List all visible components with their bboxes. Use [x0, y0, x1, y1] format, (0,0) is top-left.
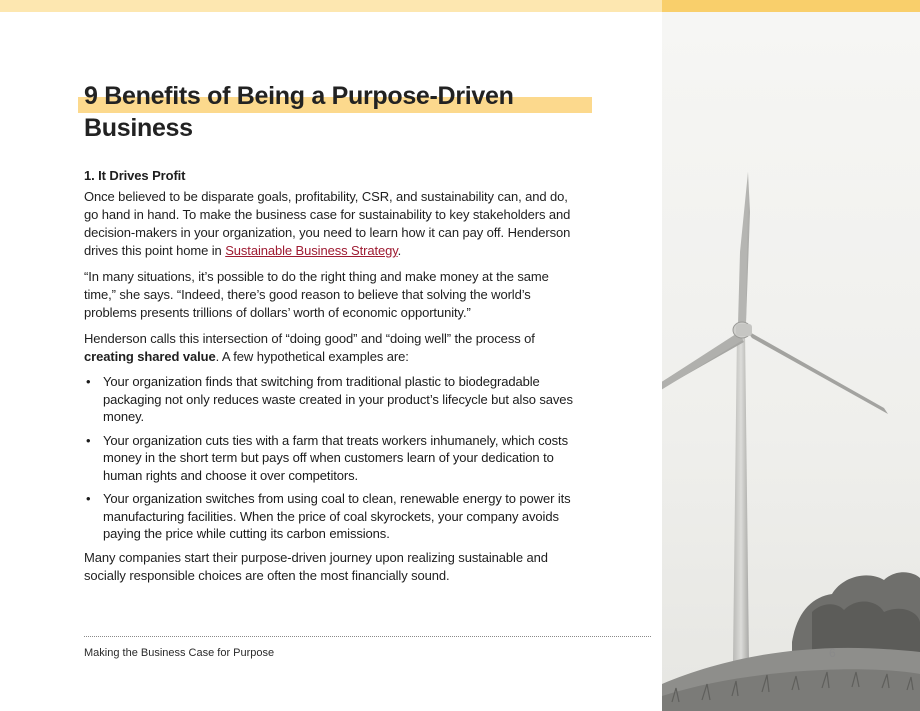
paragraph-closing: Many companies start their purpose-driven journey upon realizing sustainable and socially responsible choices are often the most financially sound.	[84, 549, 548, 583]
list-item-text: Your organization cuts ties with a farm that treats workers inhumanely, which costs money in the short term but pays off when customers learn of your dedication to human rights and choose it over competitors.	[103, 432, 568, 483]
paragraph-quote: “In many situations, it’s possible to do the right thing and make money at the same time,” she says. “Indeed, there’s good reason to believe that solving the world’s problems presents trillions of dollars’ worth of economic opportunity.”	[84, 269, 549, 320]
bullet-icon: •	[86, 432, 91, 448]
footer-doc-title: Making the Business Case for Purpose	[84, 647, 275, 659]
list-item	[84, 432, 584, 485]
main-content	[84, 80, 584, 585]
examples-list	[84, 373, 584, 543]
paragraph-shared-value-start: Henderson calls this intersection of “doing good” and “doing well” the process of	[84, 331, 535, 346]
list-item-text: Your organization finds that switching from traditional plastic to biodegradable packaging not only reduces waste created in your product’s lifecycle but also saves money.	[103, 374, 573, 424]
paragraph-intro-text: Once believed to be disparate goals, profitability, CSR, and sustainability can, and do, go hand in hand. To make the business case for sustainability to key stakeholders and decision-makers in your organization, you need to learn how it can pay off. Henderson drives this point home in	[84, 189, 571, 258]
paragraph-shared-value-end: . A few hypothetical examples are:	[215, 349, 409, 364]
page-title: 9 Benefits of Being a Purpose-Driven Business	[84, 82, 514, 142]
footer-divider	[84, 636, 651, 637]
page-number: 6	[829, 646, 836, 660]
shared-value-term: creating shared value	[84, 349, 216, 364]
bullet-icon: •	[86, 491, 91, 506]
page-title-block	[78, 80, 584, 144]
top-band-accent	[662, 0, 920, 12]
top-band	[0, 0, 662, 12]
paragraph-intro-end: .	[397, 243, 402, 258]
sustainable-business-strategy-link[interactable]: Sustainable Business Strategy	[225, 243, 398, 258]
section-heading: 1. It Drives Profit	[84, 168, 186, 183]
list-item-text: Your organization switches from using coal to clean, renewable energy to power its manufacturing facilities. When the price of coal skyrockets, your company avoids paying the price while cutting its carbon emissions.	[103, 491, 571, 541]
paragraph-shared-value	[84, 330, 584, 366]
list-item	[84, 490, 584, 543]
wind-turbine-photo	[662, 12, 920, 711]
bullet-icon: •	[86, 374, 91, 389]
paragraph-intro	[84, 188, 584, 260]
list-item	[84, 373, 584, 426]
